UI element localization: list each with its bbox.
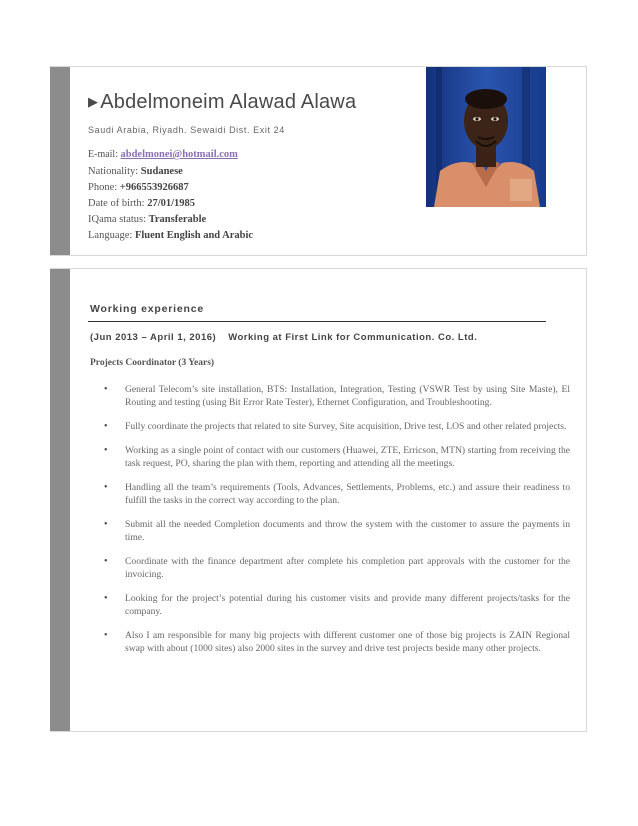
list-item bbox=[90, 444, 570, 470]
iqama-value: Transferable bbox=[148, 214, 207, 225]
language-value: Fluent English and Arabic bbox=[134, 230, 254, 241]
list-item bbox=[90, 481, 570, 507]
bullet-icon: • bbox=[104, 445, 108, 456]
bullet-icon: • bbox=[104, 556, 108, 567]
email-label: E-mail: bbox=[88, 149, 121, 160]
list-item bbox=[90, 629, 570, 655]
dob-label: Date of birth: bbox=[88, 198, 148, 209]
job-period: (Jun 2013 – April 1, 2016) bbox=[90, 332, 217, 343]
email-link[interactable]: abdelmonei@hotmail.com bbox=[120, 149, 238, 160]
duty-text: Coordinate with the finance department after complete his completion part approvals with the customer for the invoicing. bbox=[125, 556, 570, 580]
duties-list bbox=[90, 383, 570, 666]
email-line bbox=[88, 147, 238, 163]
duty-text: Looking for the project’s potential during his customer visits and provide many different projects/tasks for the company. bbox=[125, 593, 570, 617]
phone-line bbox=[88, 180, 189, 196]
dob-line bbox=[88, 196, 195, 212]
iqama-line bbox=[88, 212, 206, 228]
triangle-right-icon: ▶ bbox=[88, 94, 99, 109]
nationality-label: Nationality: bbox=[88, 166, 141, 177]
profile-photo bbox=[426, 67, 546, 207]
duty-text: Working as a single point of contact with our customers (Huawei, ZTE, Erricson, MTN) starting from receiving the task request, PO, sharing the plan with them, reporting and attending all the meetings. bbox=[125, 445, 570, 469]
bullet-icon: • bbox=[104, 384, 108, 395]
side-accent-bar bbox=[50, 269, 70, 731]
bullet-icon: • bbox=[104, 482, 108, 493]
language-label: Language: bbox=[88, 230, 135, 241]
experience-card bbox=[50, 268, 587, 732]
iqama-label: IQama status: bbox=[88, 214, 149, 225]
side-accent-bar bbox=[50, 67, 70, 255]
phone-value: +966553926687 bbox=[119, 182, 189, 193]
bullet-icon: • bbox=[104, 630, 108, 641]
language-line bbox=[88, 228, 253, 244]
nationality-line bbox=[88, 164, 183, 180]
profile-card bbox=[50, 66, 587, 256]
list-item bbox=[90, 383, 570, 409]
job-title: Working at First Link for Communication. Co. Ltd. bbox=[228, 332, 478, 343]
section-title: Working experience bbox=[90, 303, 204, 315]
duty-text: Also I am responsible for many big projects with different customer one of those big projects is ZAIN Regional swap with about (1000 sites) also 2000 sites in the survey and drive test projects beside many other projects. bbox=[125, 630, 570, 654]
candidate-name bbox=[88, 91, 356, 114]
list-item bbox=[90, 555, 570, 581]
nationality-value: Sudanese bbox=[140, 166, 183, 177]
job-header bbox=[90, 332, 477, 343]
section-divider bbox=[88, 321, 546, 322]
role-title: Projects Coordinator (3 Years) bbox=[90, 358, 215, 368]
duty-text: Handling all the team’s requirements (Tools, Advances, Settlements, Problems, etc.) and assure their readiness to fulfill the tasks in the correct way according to the plan. bbox=[125, 482, 570, 506]
list-item bbox=[90, 592, 570, 618]
duty-text: General Telecom’s site installation, BTS: Installation, Integration, Testing (VSWR Test by using Site Maste), El Routing and testing (using Bit Error Rate Tester), Ethernet Configuration, and Troubleshooting. bbox=[125, 384, 570, 408]
list-item bbox=[90, 420, 570, 433]
bullet-icon: • bbox=[104, 519, 108, 530]
phone-label: Phone: bbox=[88, 182, 120, 193]
list-item bbox=[90, 518, 570, 544]
dob-value: 27/01/1985 bbox=[147, 198, 196, 209]
bullet-icon: • bbox=[104, 593, 108, 604]
duty-text: Submit all the needed Completion documents and throw the system with the customer to assure the payments in time. bbox=[125, 519, 570, 543]
duty-text: Fully coordinate the projects that related to site Survey, Site acquisition, Drive test, LOS and other related projects. bbox=[125, 421, 567, 432]
bullet-icon: • bbox=[104, 421, 108, 432]
name-text: Abdelmoneim Alawad Alawa bbox=[100, 91, 357, 113]
address: Saudi Arabia, Riyadh. Sewaidi Dist. Exit 24 bbox=[88, 125, 285, 135]
